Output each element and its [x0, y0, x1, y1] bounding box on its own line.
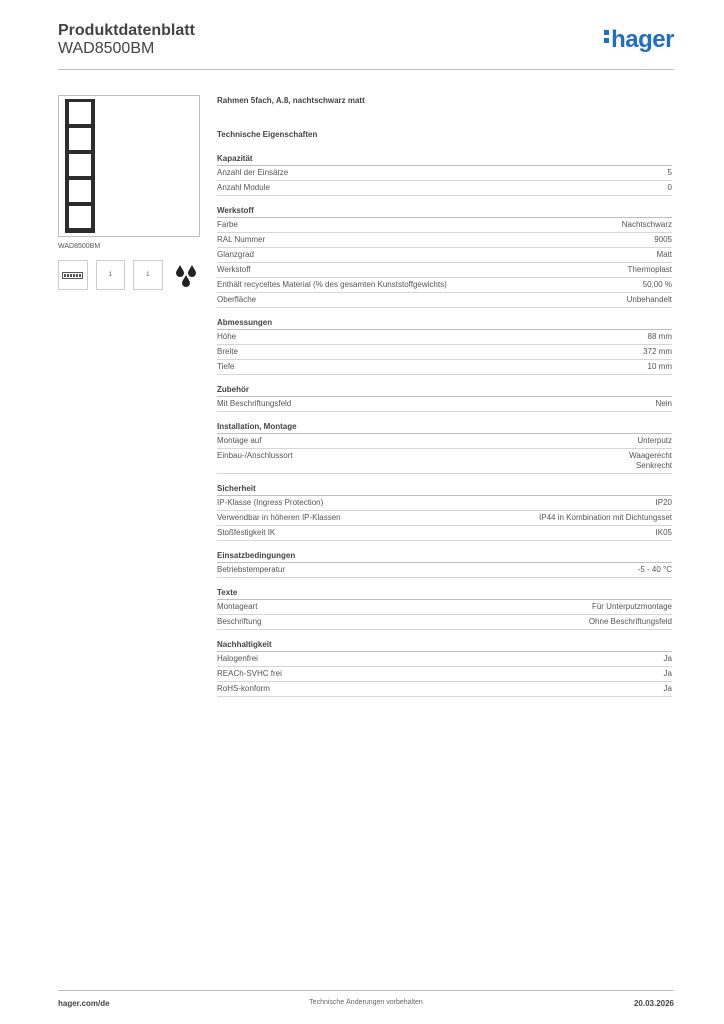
spec-label: RAL Nummer	[217, 235, 266, 244]
single-unit-icon: 1	[133, 260, 163, 290]
section-title: Einsatzbedingungen	[217, 551, 672, 563]
spec-row	[217, 434, 672, 449]
spec-label: IP-Klasse (Ingress Protection)	[217, 498, 324, 507]
spec-label: Enthält recyceltes Material (% des gesamten Kunststoffgewichts)	[217, 280, 447, 289]
spec-value: Ohne Beschriftungsfeld	[588, 617, 672, 626]
spec-row	[217, 218, 672, 233]
spec-label: Glanzgrad	[217, 250, 254, 259]
spec-label: Oberfläche	[217, 295, 257, 304]
page-header	[58, 22, 674, 70]
spec-section	[217, 484, 672, 541]
spec-row	[217, 360, 672, 375]
frame-illustration	[65, 99, 95, 233]
spec-value: 50,00 %	[642, 280, 672, 289]
document-title: Produktdatenblatt	[58, 22, 195, 39]
section-title: Installation, Montage	[217, 422, 672, 434]
logo-text: hager	[611, 26, 674, 53]
barcode-icon	[58, 260, 88, 290]
hager-logo	[604, 26, 674, 54]
section-title: Zubehör	[217, 385, 672, 397]
spec-label: Montageart	[217, 602, 258, 611]
website-link[interactable]: hager.com/de	[58, 999, 110, 1008]
spec-label: Einbau-/Anschlussort	[217, 451, 293, 460]
spec-section	[217, 385, 672, 412]
section-title: Sicherheit	[217, 484, 672, 496]
single-unit-icon: 1	[96, 260, 126, 290]
spec-row	[217, 345, 672, 360]
spec-row	[217, 667, 672, 682]
spec-value: 9005	[654, 235, 672, 244]
spec-value: Unterputz	[637, 436, 672, 445]
spec-row	[217, 181, 672, 196]
spec-label: Werkstoff	[217, 265, 251, 274]
spec-label: RoHS-konform	[217, 684, 270, 693]
spec-row	[217, 652, 672, 667]
spec-label: Tiefe	[217, 362, 235, 371]
spec-label: Farbe	[217, 220, 238, 229]
spec-value: Unbehandelt	[626, 295, 672, 304]
spec-value: IK05	[655, 528, 672, 537]
spec-value: 88 mm	[647, 332, 672, 341]
spec-value: 10 mm	[647, 362, 672, 371]
spec-value: -5 - 40 °C	[637, 565, 672, 574]
spec-row	[217, 600, 672, 615]
spec-label: Stoßfestigkeit IK	[217, 528, 276, 537]
spec-row	[217, 278, 672, 293]
spec-row	[217, 166, 672, 181]
spec-row	[217, 293, 672, 308]
spec-row	[217, 397, 672, 412]
spec-row	[217, 330, 672, 345]
spec-value: 0	[667, 183, 672, 192]
spec-label: Höhe	[217, 332, 237, 341]
spec-row	[217, 526, 672, 541]
product-number: WAD8500BM	[58, 40, 155, 57]
spec-value: IP44 in Kombination mit Dichtungsset	[539, 513, 672, 522]
spec-section	[217, 422, 672, 474]
spec-value: Matt	[656, 250, 672, 259]
spec-value: Waagerecht Senkrecht	[629, 451, 672, 470]
spec-value: Für Unterputzmontage	[591, 602, 672, 611]
image-caption: WAD8500BM	[58, 243, 101, 250]
spec-row	[217, 449, 672, 474]
spec-value: Nein	[655, 399, 672, 408]
tech-heading: Technische Eigenschaften	[217, 130, 318, 139]
spec-value: 5	[667, 168, 672, 177]
section-title: Abmessungen	[217, 318, 672, 330]
spec-label: Anzahl der Einsätze	[217, 168, 289, 177]
spec-label: Breite	[217, 347, 238, 356]
section-title: Werkstoff	[217, 206, 672, 218]
spec-label: Halogenfrei	[217, 654, 258, 663]
spec-value: 372 mm	[643, 347, 672, 356]
specifications	[217, 96, 672, 697]
spec-label: REACh-SVHC frei	[217, 669, 282, 678]
spec-row	[217, 263, 672, 278]
section-title: Texte	[217, 588, 672, 600]
disclaimer: Technische Änderungen vorbehalten	[309, 999, 423, 1006]
spec-label: Montage auf	[217, 436, 262, 445]
logo-dots-icon	[604, 30, 609, 46]
spec-value: Thermoplast	[627, 265, 672, 274]
document-date: 20.03.2026	[633, 999, 674, 1008]
spec-value: IP20	[655, 498, 672, 507]
spec-section	[217, 640, 672, 697]
page-footer	[58, 990, 674, 1010]
spec-label: Verwendbar in höheren IP-Klassen	[217, 513, 341, 522]
section-title: Nachhaltigkeit	[217, 640, 672, 652]
spec-label: Beschriftung	[217, 617, 262, 626]
spec-section	[217, 318, 672, 375]
spec-label: Anzahl Module	[217, 183, 270, 192]
spec-row	[217, 563, 672, 578]
spec-row	[217, 496, 672, 511]
feature-icons	[58, 260, 200, 290]
spec-value: Nachtschwarz	[621, 220, 672, 229]
spec-row	[217, 511, 672, 526]
spec-row	[217, 615, 672, 630]
section-title: Kapazität	[217, 154, 672, 166]
spec-value: Ja	[663, 684, 672, 693]
spec-section	[217, 551, 672, 578]
product-image	[58, 95, 200, 237]
spec-row	[217, 248, 672, 263]
water-drops-icon	[171, 260, 200, 290]
spec-value: Ja	[663, 654, 672, 663]
spec-section	[217, 588, 672, 630]
product-name: Rahmen 5fach, A.8, nachtschwarz matt	[217, 96, 365, 105]
spec-row	[217, 233, 672, 248]
spec-label: Mit Beschriftungsfeld	[217, 399, 292, 408]
spec-sections	[217, 154, 672, 697]
product-media	[58, 95, 200, 290]
spec-section	[217, 206, 672, 308]
spec-label: Betriebstemperatur	[217, 565, 286, 574]
spec-section	[217, 154, 672, 196]
spec-row	[217, 682, 672, 697]
spec-value: Ja	[663, 669, 672, 678]
